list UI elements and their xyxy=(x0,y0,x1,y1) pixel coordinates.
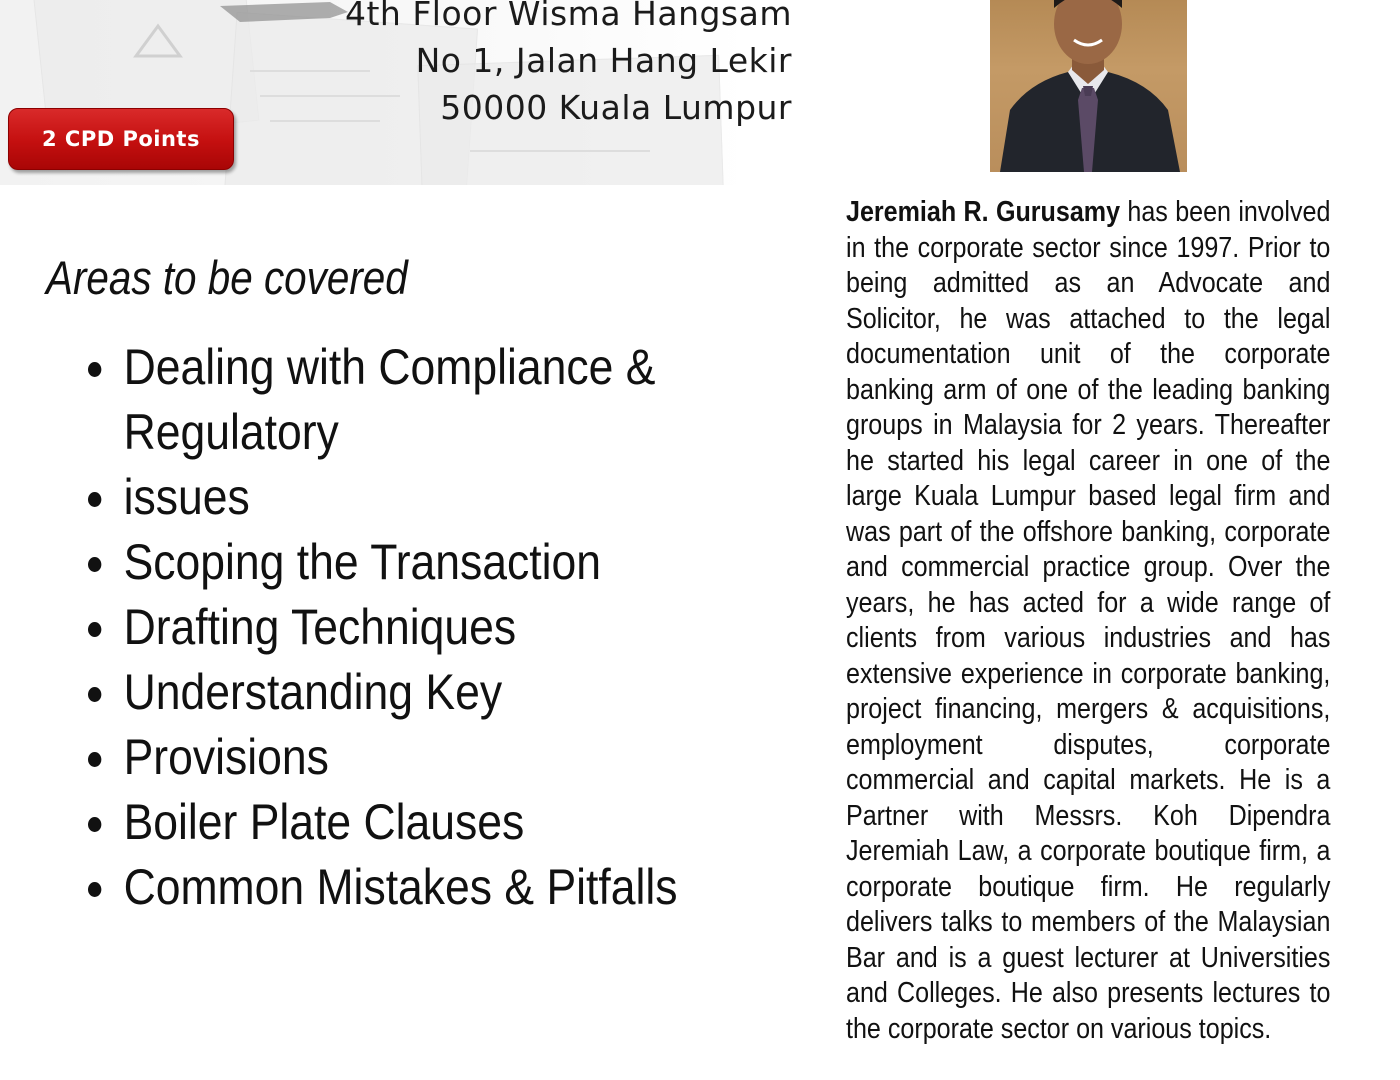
speaker-name: Jeremiah R. Gurusamy xyxy=(846,196,1121,228)
bullet-icon xyxy=(88,362,101,377)
list-item xyxy=(88,465,678,530)
bullet-icon xyxy=(88,882,101,897)
speaker-bio xyxy=(846,195,1330,1047)
bullet-icon xyxy=(88,752,101,767)
list-item xyxy=(88,530,678,595)
venue-line: 4th Floor Wisma Hangsam xyxy=(344,0,792,33)
areas-heading: Areas to be covered xyxy=(46,251,408,304)
list-item xyxy=(88,660,678,725)
topic-text: Dealing with Compliance & xyxy=(123,339,656,395)
topic-text: Boiler Plate Clauses xyxy=(123,794,525,850)
topic-text: issues xyxy=(123,469,250,525)
speaker-photo xyxy=(990,0,1187,172)
speaker-bio-text: has been involved in the corporate sector since 1997. Prior to being admitted as an Advocate and Solicitor, he was attached to the legal documentation unit of the corporate banking arm of one of the leading banking groups in Malaysia for 2 years. Thereafter he started his legal career in one of the large Kuala Lumpur based legal firm and was part of the offshore banking, corporate and commercial practice group. Over the years, he has acted for a wide range of clients from various industries and has extensive experience in corporate banking, project financing, mergers & acquisitions, employment disputes, corporate commercial and capital markets. He is a Partner with Messrs. Koh Dipendra Jeremiah Law, a corporate boutique firm, a corporate boutique firm. He regularly delivers talks to members of the Malaysian Bar and is a guest lecturer at Universities and Colleges. He also presents lectures to the corporate sector on various topics. xyxy=(846,196,1331,1045)
bullet-icon xyxy=(88,687,101,702)
bullet-icon xyxy=(88,817,101,832)
pen-icon xyxy=(220,0,350,30)
topic-text: Scoping the Transaction xyxy=(123,534,602,590)
speaker-portrait-icon xyxy=(990,0,1187,172)
venue-line: No 1, Jalan Hang Lekir xyxy=(415,41,792,80)
list-item xyxy=(88,595,678,660)
topic-text: Understanding Key xyxy=(123,664,503,720)
topic-text: Regulatory xyxy=(123,404,339,460)
list-item xyxy=(88,725,678,790)
bullet-icon xyxy=(88,622,101,637)
bullet-icon xyxy=(88,492,101,507)
list-item xyxy=(88,790,678,855)
topic-text: Drafting Techniques xyxy=(123,599,517,655)
topic-text: Common Mistakes & Pitfalls xyxy=(123,859,678,915)
list-item xyxy=(88,400,678,465)
venue-address xyxy=(345,0,792,131)
triangle-icon xyxy=(128,22,188,62)
topics-list xyxy=(88,335,750,920)
bullet-icon xyxy=(88,557,101,572)
list-item xyxy=(88,855,678,920)
topic-text: Provisions xyxy=(123,729,329,785)
list-item xyxy=(88,335,678,400)
cpd-points-badge: 2 CPD Points xyxy=(8,108,234,170)
venue-line: 50000 Kuala Lumpur xyxy=(440,88,792,127)
paper-line xyxy=(470,150,650,152)
